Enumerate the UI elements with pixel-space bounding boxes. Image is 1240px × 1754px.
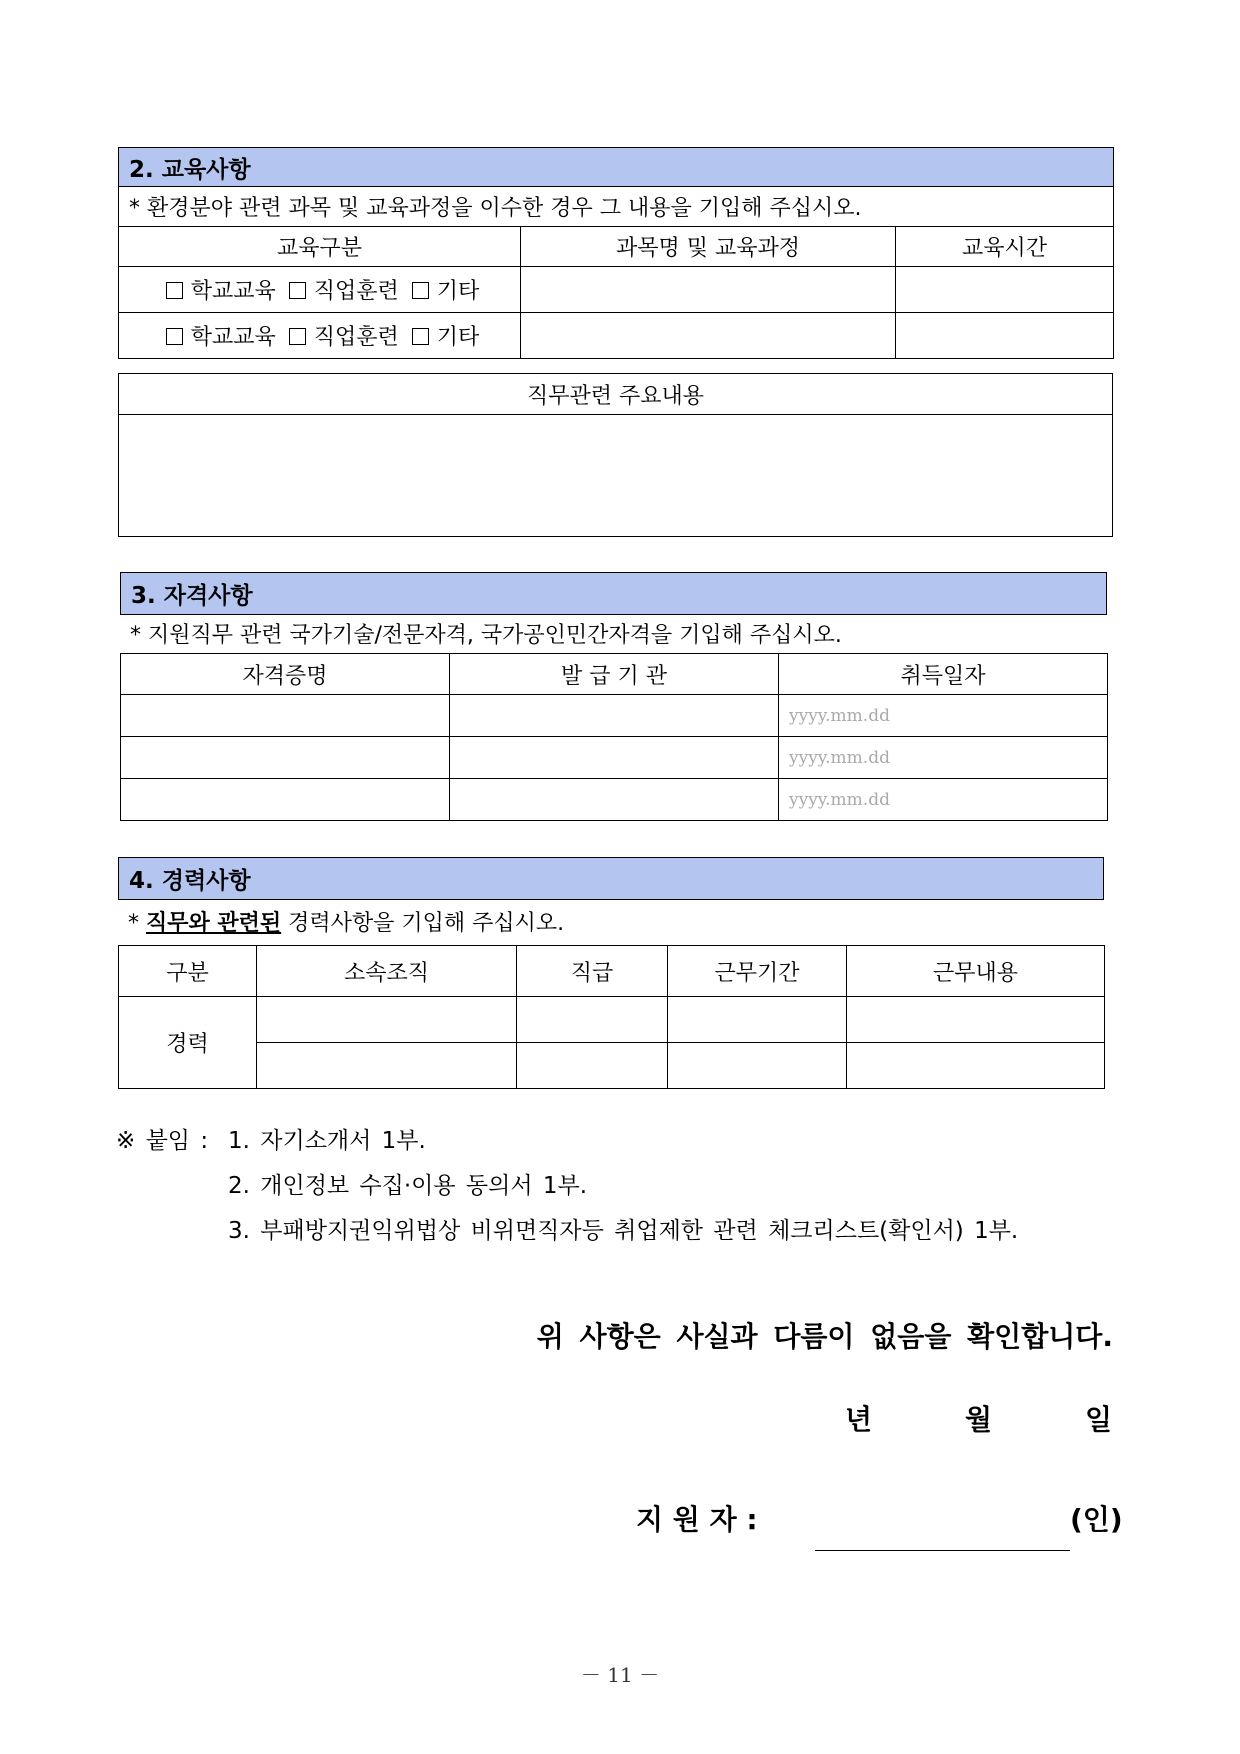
qualification-section-title: 3. 자격사항 <box>121 573 1107 615</box>
acquisition-date-field[interactable]: yyyy.mm.dd <box>779 737 1108 779</box>
signature-line[interactable] <box>815 1524 1070 1551</box>
work-period-field[interactable] <box>668 997 847 1043</box>
course-name-field[interactable] <box>521 313 896 359</box>
qualification-header-date: 취득일자 <box>779 654 1108 695</box>
career-note-emphasis: 직무와 관련된 <box>146 911 282 936</box>
certificate-name-field[interactable] <box>121 695 450 737</box>
career-note-text: 경력사항을 기입해 주십시오. <box>281 911 565 936</box>
education-row <box>119 313 1114 359</box>
acquisition-date-field[interactable]: yyyy.mm.dd <box>779 779 1108 821</box>
issuer-field[interactable] <box>450 779 779 821</box>
issuer-field[interactable] <box>450 737 779 779</box>
checkbox[interactable] <box>166 282 183 299</box>
applicant-label: 지 원 자 : <box>636 1503 758 1536</box>
work-duties-field[interactable] <box>847 997 1105 1043</box>
attachments-prefix: ※ 붙임 : <box>116 1128 209 1154</box>
career-section-title: 4. 경력사항 <box>119 858 1104 900</box>
option-label: 직업훈련 <box>313 279 399 304</box>
education-hours-field[interactable] <box>896 267 1114 313</box>
education-hours-field[interactable] <box>896 313 1114 359</box>
date-month-label: 월 <box>965 1403 993 1436</box>
seal-label: (인) <box>1070 1503 1123 1536</box>
qualification-row <box>121 779 1108 821</box>
checkbox[interactable] <box>412 282 429 299</box>
career-header-organization: 소속조직 <box>257 946 517 997</box>
option-label: 직업훈련 <box>313 325 399 350</box>
qualification-row <box>121 695 1108 737</box>
qualification-header-name: 자격증명 <box>121 654 450 695</box>
career-row <box>119 1043 1105 1089</box>
acquisition-date-field[interactable]: yyyy.mm.dd <box>779 695 1108 737</box>
career-header-duties: 근무내용 <box>847 946 1105 997</box>
job-details-header: 직무관련 주요내용 <box>119 374 1113 415</box>
attachment-item: 2. 개인정보 수집·이용 동의서 1부. <box>228 1173 588 1199</box>
work-period-field[interactable] <box>668 1043 847 1089</box>
work-duties-field[interactable] <box>847 1043 1105 1089</box>
career-note-prefix: * <box>128 911 146 936</box>
qualification-row <box>121 737 1108 779</box>
career-row <box>119 997 1105 1043</box>
qualification-title-bar <box>120 572 1107 615</box>
checkbox[interactable] <box>412 328 429 345</box>
option-label: 학교교육 <box>190 325 276 350</box>
career-title-bar <box>118 857 1104 900</box>
qualification-note: * 지원직무 관련 국가기술/전문자격, 국가공인민간자격을 기입해 주십시오. <box>130 623 842 648</box>
attachment-item: 3. 부패방지권익위법상 비위면직자등 취업제한 관련 체크리스트(확인서) 1부. <box>228 1218 1019 1244</box>
job-details-field[interactable] <box>119 415 1113 537</box>
option-label: 기타 <box>436 325 480 350</box>
confirmation-statement: 위 사항은 사실과 다름이 없음을 확인합니다. <box>536 1320 1113 1353</box>
education-header-course: 과목명 및 교육과정 <box>521 227 896 267</box>
education-row <box>119 267 1114 313</box>
checkbox[interactable] <box>289 328 306 345</box>
education-type-options <box>119 313 521 359</box>
education-section-title: 2. 교육사항 <box>119 148 1114 187</box>
option-label: 학교교육 <box>190 279 276 304</box>
checkbox[interactable] <box>289 282 306 299</box>
date-year-label: 년 <box>845 1403 873 1436</box>
job-details-table <box>118 373 1113 537</box>
career-header-period: 근무기간 <box>668 946 847 997</box>
issuer-field[interactable] <box>450 695 779 737</box>
education-table <box>118 147 1114 359</box>
organization-field[interactable] <box>257 997 517 1043</box>
position-field[interactable] <box>517 997 668 1043</box>
organization-field[interactable] <box>257 1043 517 1089</box>
date-day-label: 일 <box>1085 1403 1113 1436</box>
page-number: － 11 － <box>580 1663 660 1687</box>
position-field[interactable] <box>517 1043 668 1089</box>
career-header-position: 직급 <box>517 946 668 997</box>
education-type-options <box>119 267 521 313</box>
certificate-name-field[interactable] <box>121 737 450 779</box>
certificate-name-field[interactable] <box>121 779 450 821</box>
career-header-category: 구분 <box>119 946 257 997</box>
education-header-type: 교육구분 <box>119 227 521 267</box>
option-label: 기타 <box>436 279 480 304</box>
career-note <box>128 906 564 937</box>
course-name-field[interactable] <box>521 267 896 313</box>
qualification-header-issuer: 발 급 기 관 <box>450 654 779 695</box>
checkbox[interactable] <box>166 328 183 345</box>
career-row-label: 경력 <box>119 997 257 1089</box>
qualification-table <box>120 653 1108 821</box>
attachment-item: 1. 자기소개서 1부. <box>228 1128 426 1154</box>
career-table <box>118 945 1105 1089</box>
education-header-hours: 교육시간 <box>896 227 1114 267</box>
education-note: * 환경분야 관련 과목 및 교육과정을 이수한 경우 그 내용을 기입해 주십시오. <box>119 187 1114 227</box>
